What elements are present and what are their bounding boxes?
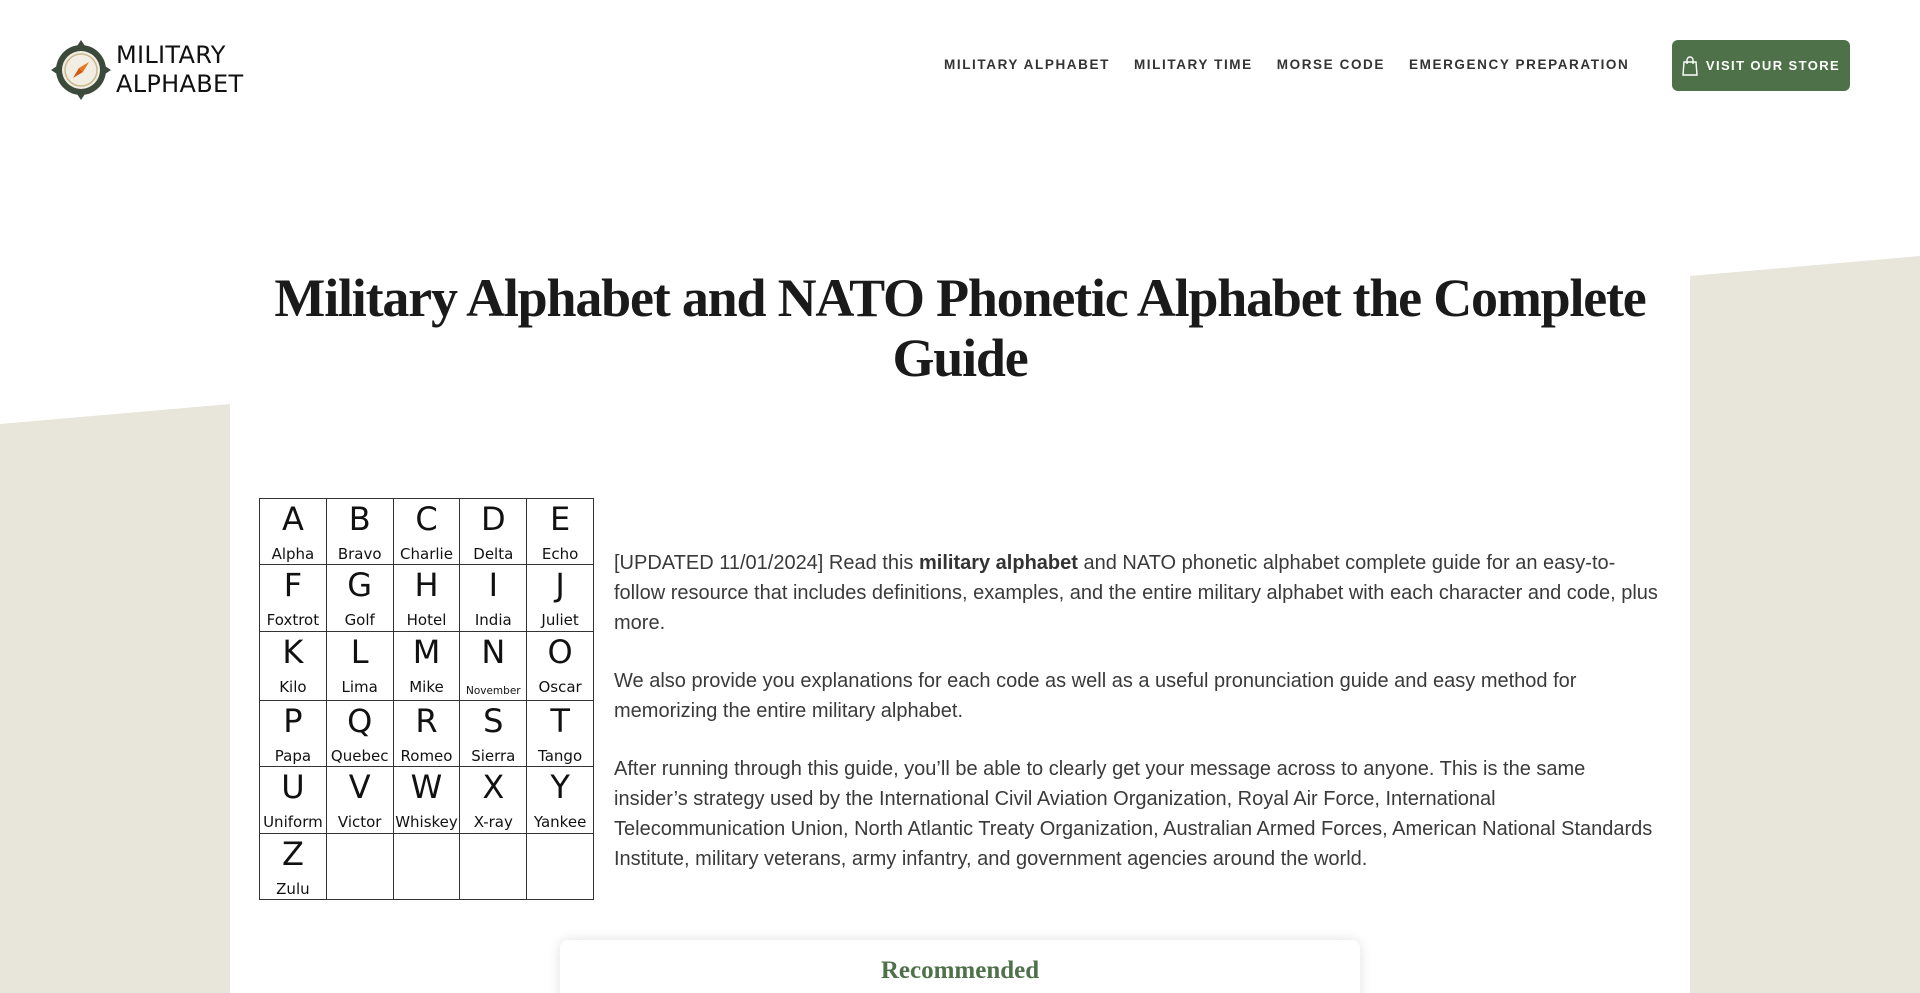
alphabet-word: Oscar — [538, 677, 582, 696]
alphabet-cell — [527, 767, 594, 833]
visit-store-button[interactable] — [1672, 40, 1850, 91]
alphabet-letter: J — [555, 566, 565, 605]
alphabet-cell-empty — [394, 834, 461, 900]
site-header — [0, 0, 1920, 130]
alphabet-cell — [527, 632, 594, 701]
alphabet-letter: F — [283, 566, 303, 605]
alphabet-cell — [460, 499, 527, 565]
alphabet-letter: Q — [347, 701, 373, 740]
alphabet-letter: D — [480, 500, 506, 538]
alphabet-cell-empty — [527, 834, 594, 900]
nav-emergency-preparation[interactable]: EMERGENCY PREPARATION — [1409, 57, 1630, 72]
recommended-heading: Recommended — [880, 957, 1040, 984]
nav-morse-code[interactable]: MORSE CODE — [1276, 57, 1386, 72]
alphabet-word: X-ray — [473, 813, 513, 832]
alphabet-word: November — [465, 684, 521, 697]
alphabet-word: Hotel — [406, 611, 447, 630]
alphabet-word: Quebec — [330, 746, 389, 765]
alphabet-word: Delta — [473, 545, 514, 563]
alphabet-letter: C — [415, 500, 438, 538]
logo-line-2: ALPHABET — [116, 70, 244, 98]
alphabet-cell — [460, 565, 527, 631]
alphabet-cell — [527, 565, 594, 631]
alphabet-cell — [327, 632, 394, 701]
intro-paragraph-3: After running through this guide, you’ll be able to clearly get your message across to anyone. This is the same insider’s strategy used by the International Civil Aviation Organization, Royal Air Force, International Telecommunication Union, North Atlantic Treaty Organization, Australian Armed Forces, American National Standards Institute, military veterans, army infantry, and government agencies around the world. — [614, 758, 1653, 870]
alphabet-letter: B — [348, 500, 371, 538]
alphabet-letter: Y — [550, 768, 570, 807]
alphabet-word: India — [474, 611, 512, 630]
shopping-bag-icon — [1682, 56, 1698, 76]
alphabet-letter: N — [481, 632, 506, 671]
nav-military-time[interactable]: MILITARY TIME — [1133, 57, 1253, 72]
alphabet-letter: S — [483, 701, 504, 740]
intro-p1-suffix: and NATO phonetic alphabet complete guide for an easy-to-follow resource that includes definitions, examples, and the entire military alphabet with each character and code, plus more. — [614, 552, 1658, 634]
background-shape-left — [0, 404, 230, 993]
intro-p1-prefix: [UPDATED 11/01/2024] Read this — [614, 552, 919, 574]
alphabet-cell — [327, 701, 394, 767]
alphabet-letter: X — [482, 768, 505, 807]
nav-military-alphabet[interactable]: MILITARY ALPHABET — [944, 57, 1110, 72]
alphabet-letter: O — [547, 632, 573, 671]
alphabet-cell — [327, 499, 394, 565]
alphabet-letter: L — [350, 632, 369, 671]
alphabet-cell-empty — [327, 834, 394, 900]
alphabet-letter: K — [282, 632, 304, 671]
page-title: Military Alphabet and NATO Phonetic Alphabet the Complete Guide — [274, 268, 1646, 388]
alphabet-word: Alpha — [271, 545, 315, 563]
alphabet-cell — [260, 565, 327, 631]
alphabet-letter: P — [283, 701, 303, 740]
alphabet-word: Echo — [541, 545, 579, 563]
alphabet-word: Uniform — [263, 813, 323, 832]
recommended-box — [560, 940, 1360, 993]
compass-icon — [50, 38, 112, 102]
alphabet-word: Romeo — [400, 746, 453, 765]
alphabet-word: Lima — [341, 677, 378, 696]
alphabet-letter: Z — [281, 834, 304, 873]
alphabet-cell — [260, 499, 327, 565]
logo-text — [116, 41, 243, 99]
alphabet-letter: W — [410, 768, 443, 807]
alphabet-cell — [394, 565, 461, 631]
nato-alphabet-chart — [259, 498, 594, 900]
alphabet-word: Whiskey — [395, 813, 458, 832]
alphabet-cell — [527, 499, 594, 565]
alphabet-letter: A — [281, 500, 304, 538]
alphabet-word: Zulu — [276, 879, 310, 898]
alphabet-cell-empty — [460, 834, 527, 900]
alphabet-cell — [527, 701, 594, 767]
alphabet-word: Papa — [274, 746, 312, 765]
alphabet-word: Yankee — [533, 813, 587, 832]
military-alphabet-emphasis: military alphabet — [918, 552, 1078, 574]
alphabet-cell — [260, 834, 327, 900]
alphabet-cell — [394, 701, 461, 767]
alphabet-letter: G — [347, 566, 373, 605]
alphabet-word: Mike — [409, 677, 444, 696]
background-shape-right — [1690, 256, 1920, 993]
alphabet-cell — [460, 632, 527, 701]
alphabet-cell — [260, 701, 327, 767]
logo-line-1: MILITARY — [116, 41, 226, 69]
alphabet-word: Bravo — [337, 545, 382, 563]
alphabet-cell — [260, 632, 327, 701]
intro-text — [614, 548, 1662, 902]
alphabet-cell — [327, 767, 394, 833]
alphabet-cell — [394, 499, 461, 565]
alphabet-letter: U — [281, 768, 305, 807]
alphabet-cell — [260, 767, 327, 833]
intro-paragraph-2: We also provide you explanations for each code as well as a useful pronunciation guide and easy method for memorizing the entire military alphabet. — [614, 670, 1577, 722]
alphabet-letter: R — [415, 701, 438, 740]
alphabet-word: Juliet — [541, 611, 579, 630]
alphabet-cell — [394, 632, 461, 701]
alphabet-word: Tango — [538, 746, 583, 765]
alphabet-word: Victor — [337, 813, 382, 832]
intro-paragraph-1 — [614, 548, 1662, 638]
main-nav — [944, 57, 1653, 72]
alphabet-word: Foxtrot — [266, 611, 320, 630]
alphabet-cell — [460, 767, 527, 833]
visit-store-label: VISIT OUR STORE — [1705, 58, 1841, 73]
alphabet-word: Charlie — [400, 545, 453, 563]
alphabet-cell — [327, 565, 394, 631]
alphabet-letter: H — [414, 566, 439, 605]
alphabet-cell — [394, 767, 461, 833]
alphabet-letter: V — [348, 768, 371, 807]
alphabet-letter: M — [412, 632, 441, 671]
alphabet-letter: I — [488, 566, 498, 605]
alphabet-cell — [460, 701, 527, 767]
alphabet-word: Kilo — [279, 677, 307, 696]
alphabet-letter: T — [550, 701, 570, 740]
alphabet-word: Golf — [344, 611, 375, 630]
alphabet-letter: E — [549, 500, 571, 538]
site-logo[interactable] — [50, 38, 243, 102]
alphabet-word: Sierra — [471, 746, 516, 765]
